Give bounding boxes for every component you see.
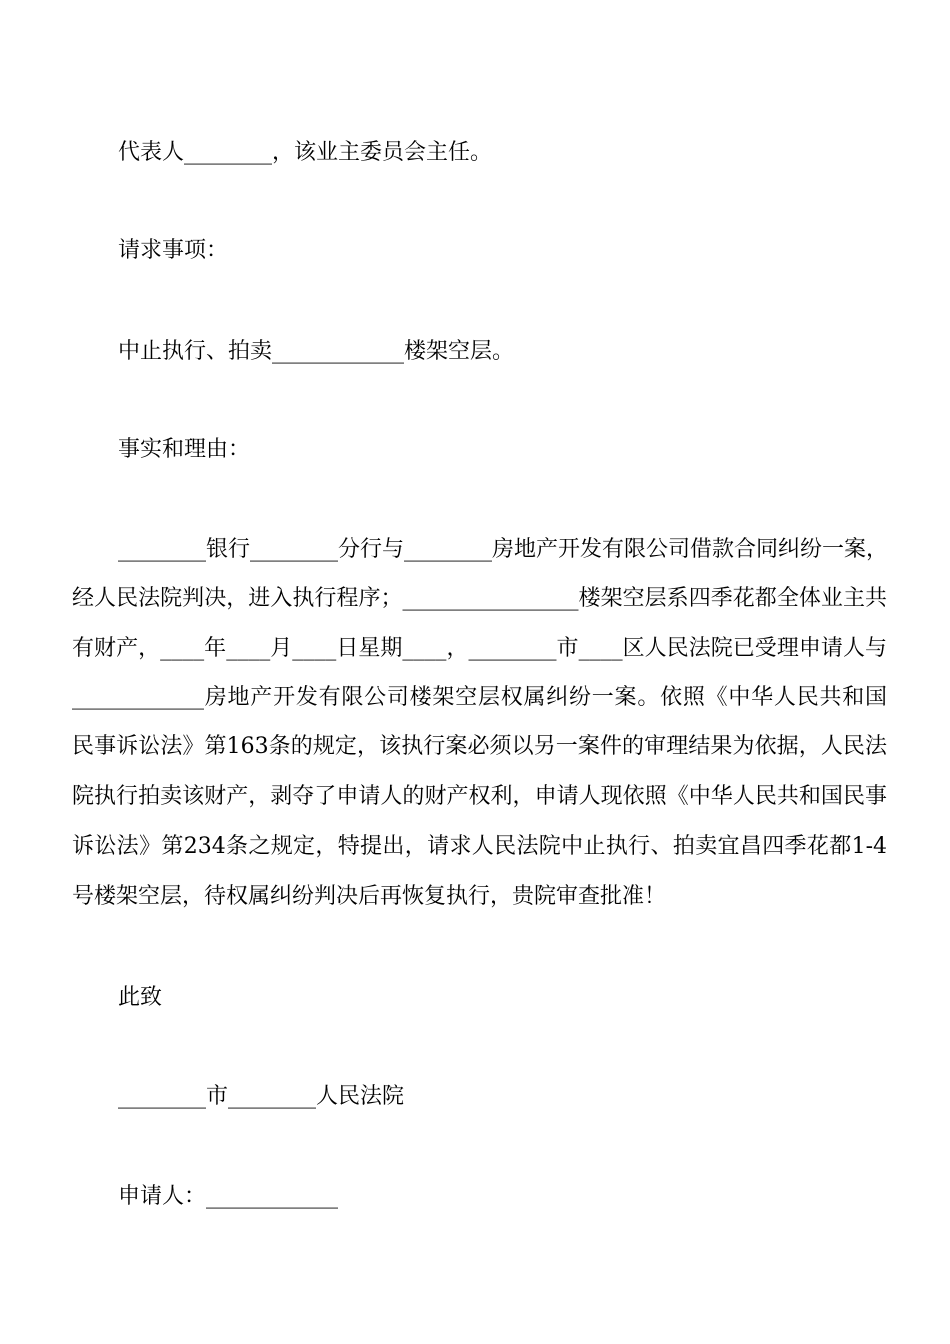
request-item: 中止执行、拍卖____________楼架空层。 <box>118 339 515 364</box>
facts-heading: 事实和理由： <box>118 437 251 462</box>
facts-line: 号楼架空层，待权属纠纷判决后再恢复执行，贵院审查批准！ <box>72 884 667 909</box>
facts-line: ________银行________分行与________房地产开发有限公司借款合同纠纷一案， <box>118 537 889 562</box>
facts-line: 有财产，____年____月____日星期____，________市____区人民法院已受理申请人与 <box>72 636 887 661</box>
facts-line: ____________房地产开发有限公司楼架空层权属纠纷一案。依照《中华人民共和国 <box>72 685 887 710</box>
facts-line: 民事诉讼法》第163条的规定，该执行案必须以另一案件的审理结果为依据，人民法 <box>72 734 887 759</box>
facts-line: 经人民法院判决，进入执行程序；________________楼架空层系四季花都全体业主共 <box>72 586 887 611</box>
closing-salutation: 此致 <box>118 985 163 1010</box>
request-heading: 请求事项： <box>118 238 229 263</box>
court-addressee: ________市________人民法院 <box>118 1084 405 1109</box>
applicant-signature-line: 申请人：____________ <box>118 1184 339 1209</box>
representative-line: 代表人________，该业主委员会主任。 <box>118 140 493 165</box>
facts-line: 诉讼法》第234条之规定，特提出，请求人民法院中止执行、拍卖宜昌四季花都1-4 <box>72 834 887 859</box>
facts-line: 院执行拍卖该财产，剥夺了申请人的财产权利，申请人现依照《中华人民共和国民事 <box>72 784 887 809</box>
